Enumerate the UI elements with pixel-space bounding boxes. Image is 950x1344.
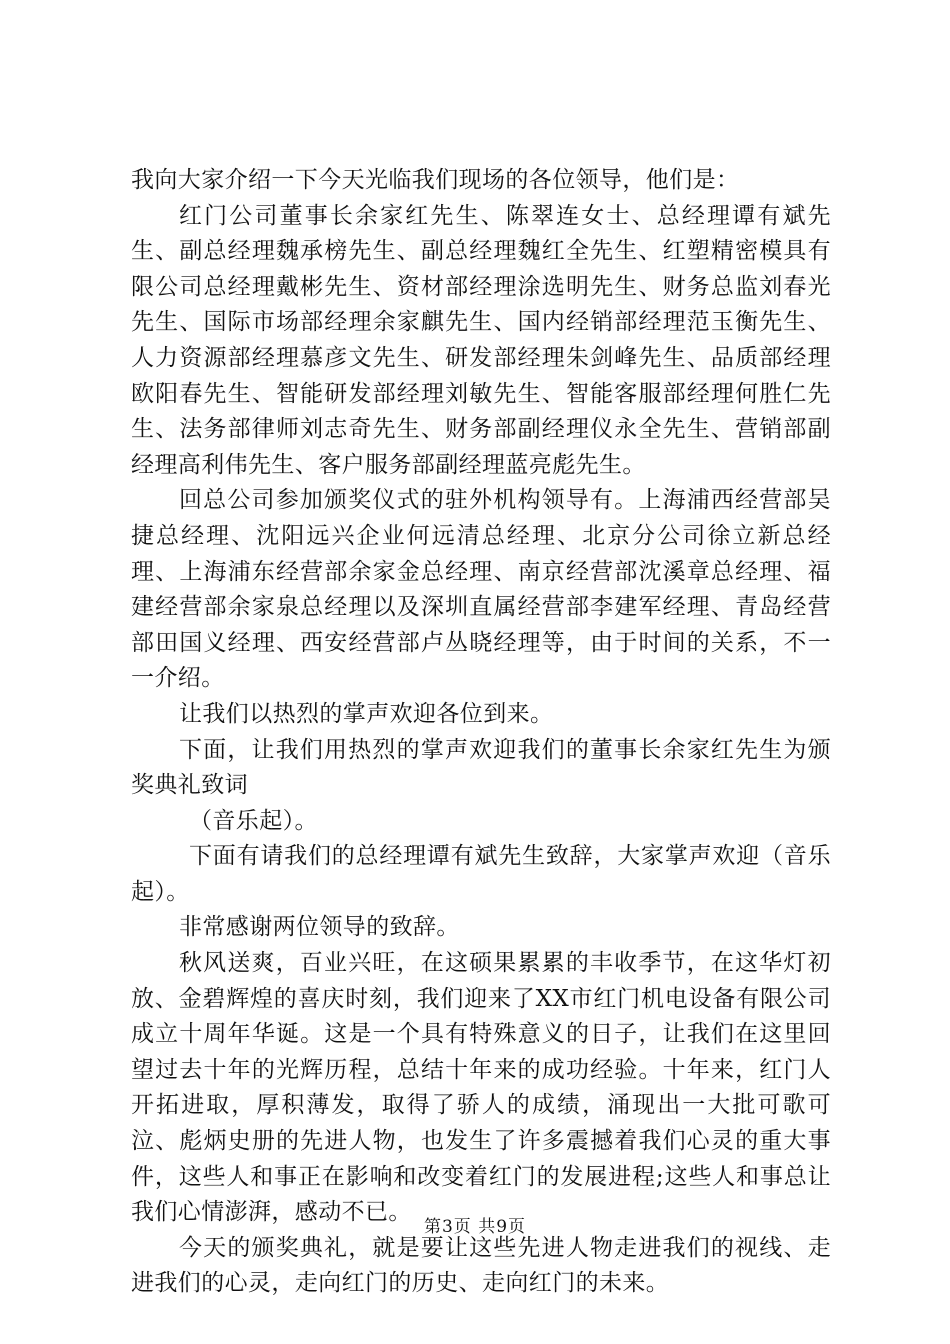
paragraph-intro: 我向大家介绍一下今天光临我们现场的各位领导，他们是： — [131, 167, 740, 193]
paragraph-gm-speech: 下面有请我们的总经理谭有斌先生致辞，大家掌声欢迎（音乐起）。 — [131, 843, 831, 905]
page-number-footer: 第3页 共9页 — [423, 1217, 527, 1237]
paragraph-anniversary: 秋风送爽，百业兴旺，在这硕果累累的丰收季节，在这华灯初放、金碧辉煌的喜庆时刻，我们迎来了XX市红门机电设备有限公司成立十周年华诞。这是一个具有特殊意义的日子，让我们在这里回望过去十年的光辉历程，总结十年来的成功经验。十年来，红门人开拓进取，厚积薄发，取得了骄人的成绩，涌现出一大批可歌可泣、彪炳史册的先进人物，也发生了许多震撼着我们心灵的重大事件，这些人和事正在影响和改变着红门的发展进程;这些人和事总让我们心情澎湃，感动不已。 — [131, 950, 831, 1226]
document-body — [131, 163, 831, 1302]
paragraph-welcome: 让我们以热烈的掌声欢迎各位到来。 — [179, 700, 554, 727]
paragraph-music-cue: （音乐起）。 — [189, 807, 318, 834]
paragraph-branch-leaders: 回总公司参加颁奖仪式的驻外机构领导有。上海浦西经营部吴捷总经理、沈阳远兴企业何远清总经理、北京分公司徐立新总经理、上海浦东经营部余家金总经理、南京经营部沈溪章总经理、福建经营部余家泉总经理以及深圳直属经营部李建军经理、青岛经营部田国义经理、西安经营部卢丛晓经理等，由于时间的关系，不一一介绍。 — [131, 487, 831, 692]
paragraph-thanks: 非常感谢两位领导的致辞。 — [179, 914, 460, 941]
paragraph-ceremony-purpose: 今天的颁奖典礼，就是要让这些先进人物走进我们的视线、走进我们的心灵，走向红门的历史、走向红门的未来。 — [131, 1234, 831, 1297]
paragraph-hq-leaders: 红门公司董事长余家红先生、陈翠连女士、总经理谭有斌先生、副总经理魏承榜先生、副总经理魏红全先生、红塑精密模具有限公司总经理戴彬先生、资材部经理涂选明先生、财务总监刘春光先生、国际市场部经理余家麒先生、国内经销部经理范玉衡先生、人力资源部经理慕彦文先生、研发部经理朱剑峰先生、品质部经理欧阳春先生、智能研发部经理刘敏先生、智能客服部经理何胜仁先生、法务部律师刘志奇先生、财务部副经理仪永全先生、营销部副经理高利伟先生、客户服务部副经理蓝亮彪先生。 — [131, 202, 831, 478]
paragraph-chairman-speech: 下面，让我们用热烈的掌声欢迎我们的董事长余家红先生为颁奖典礼致词 — [131, 736, 831, 799]
